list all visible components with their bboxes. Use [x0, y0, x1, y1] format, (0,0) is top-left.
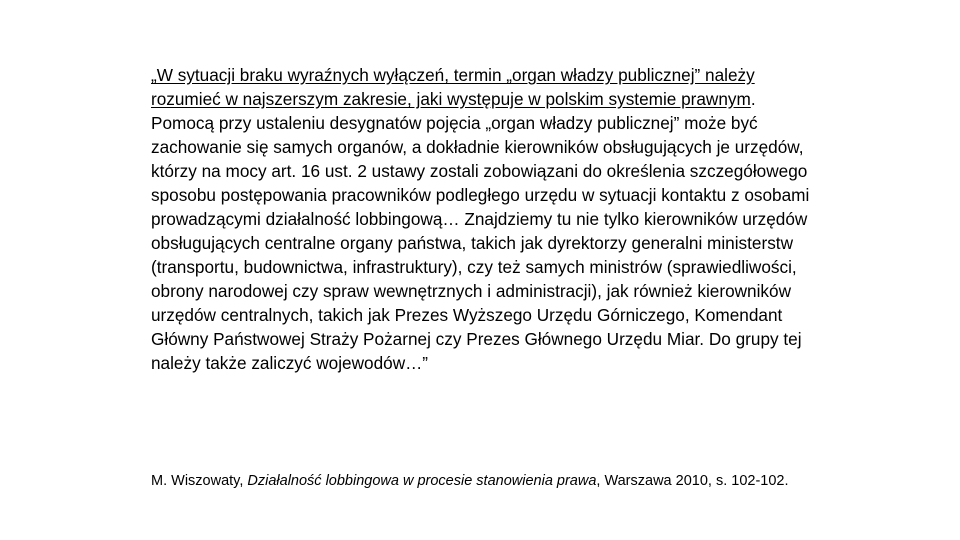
citation-title: Działalność lobbingowa w procesie stanowienia prawa — [247, 473, 597, 489]
quote-underlined-text: „W sytuacji braku wyraźnych wyłączeń, termin „organ władzy publicznej” należy rozumieć w najszerszym zakresie, jaki występuje w polskim systemie prawnym — [151, 65, 755, 109]
citation-author: M. Wiszowaty, — [151, 473, 248, 489]
quote-paragraph — [151, 63, 811, 375]
citation-details: , Warszawa 2010, s. 102-102. — [596, 473, 789, 489]
citation — [151, 471, 811, 491]
quote-rest-text: . Pomocą przy ustaleniu desygnatów pojęcia „organ władzy publicznej” może być zachowanie się samych organów, a dokładnie kierowników obsługujących je urzędów, którzy na mocy art. 16 ust. 2 ustawy zostali zobowiązani do określenia szczegółowego sposobu postępowania pracowników podległego urzędu w sytuacji kontaktu z osobami prowadzącymi działalność lobbingową… Znajdziemy tu nie tylko kierowników urzędów obsługujących centralne organy państwa, takich jak dyrektorzy generalni ministerstw (transportu, budownictwa, infrastruktury), czy też samych ministrów (sprawiedliwości, obrony narodowej czy spraw wewnętrznych i administracji), jak również kierowników urzędów centralnych, takich jak Prezes Wyższego Urzędu Górniczego, Komendant Główny Państwowej Straży Pożarnej czy Prezes Głównego Urzędu Miar. Do grupy tej należy także zaliczyć wojewodów…” — [151, 89, 810, 373]
